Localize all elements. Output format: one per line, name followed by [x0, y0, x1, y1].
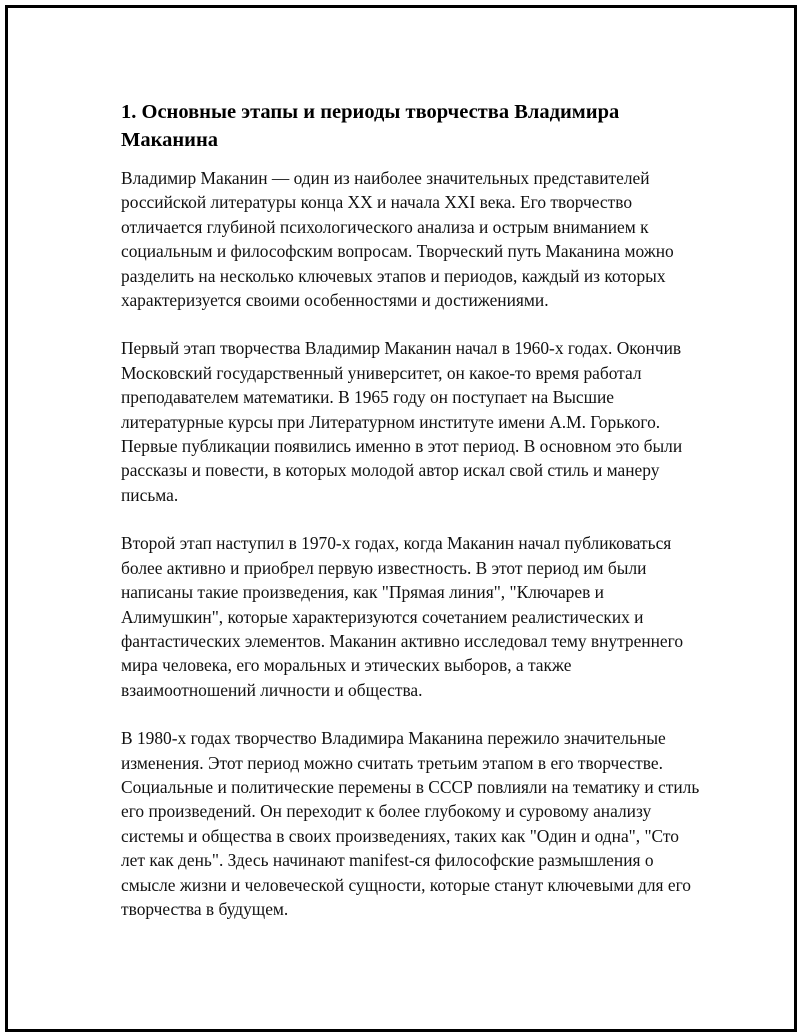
- paragraph-third-stage: В 1980-х годах творчество Владимира Маканина пережило значительные изменения. Этот период можно считать третьим этапом в его творчестве. Социальные и политические перемены в СССР повлияли на тематику и стиль его произведений. Он переходит к более глубокому и суровому анализу системы и общества в своих произведениях, таких как "Один и одна", "Сто лет как день". Здесь начинают manifest-ся философские размышления о смысле жизни и человеческой сущности, которые станут ключевыми для его творчества в будущем.: [121, 728, 700, 919]
- section-heading: 1. Основные этапы и периоды творчества Владимира Маканина: [121, 101, 620, 151]
- page-frame: [5, 5, 797, 1032]
- document-body: [121, 98, 701, 945]
- paragraph-first-stage: Первый этап творчества Владимир Маканин начал в 1960-х годах. Окончив Московский государственный университет, он какое-то время работал преподавателем математики. В 1965 году он поступает на Высшие литературные курсы при Литературном институте имени А.М. Горького. Первые публикации появились именно в этот период. В основном это были рассказы и повести, в которых молодой автор искал свой стиль и манеру письма.: [121, 338, 683, 505]
- paragraph-second-stage: Второй этап наступил в 1970-х годах, когда Маканин начал публиковаться более активно и приобрел первую известность. В этот период им были написаны такие произведения, как "Прямая линия", "Ключарев и Алимушкин", которые характеризуются сочетанием реалистических и фантастических элементов. Маканин активно исследовал тему внутреннего мира человека, его моральных и этических выборов, а также взаимоотношений личности и общества.: [121, 533, 684, 700]
- paragraph-intro: Владимир Маканин — один из наиболее значительных представителей российской литературы конца XX и начала XXI века. Его творчество отличается глубиной психологического анализа и острым вниманием к социальным и философским вопросам. Творческий путь Маканина можно разделить на несколько ключевых этапов и периодов, каждый из которых характеризуется своими особенностями и достижениями.: [121, 168, 674, 311]
